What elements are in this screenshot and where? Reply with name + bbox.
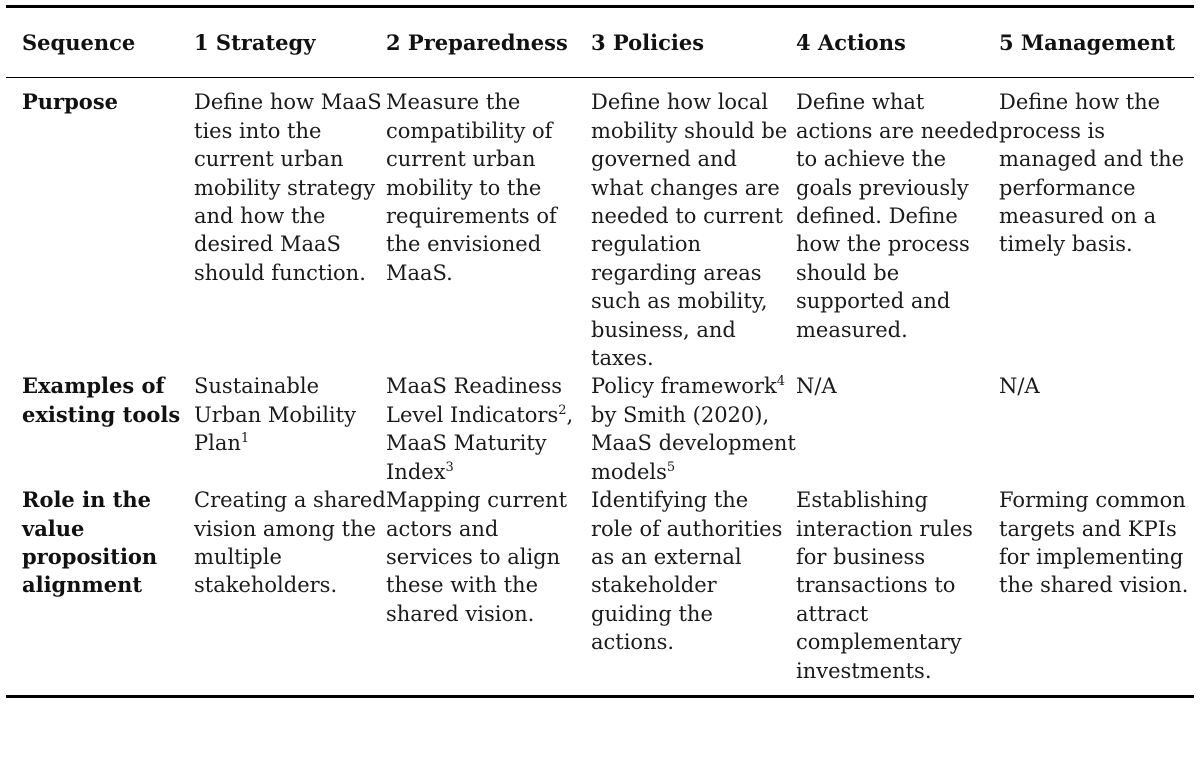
header-policies: 3 Policies	[591, 30, 705, 55]
cell-purpose-policies: Define how local mobility should be governed and what changes are needed to current regulation regarding areas such as mobility, business, and taxes.	[591, 90, 788, 371]
cell-tools-preparedness	[386, 372, 591, 486]
cell-purpose-management: Define how the process is managed and the performance measured on a timely basis.	[999, 90, 1185, 257]
footnote-4: 4	[776, 374, 785, 390]
footnote-3: 3	[445, 459, 454, 475]
row-label-purpose: Purpose	[22, 89, 118, 115]
tool-policy-framework: Policy framework	[591, 374, 777, 399]
cell-purpose-actions: Define what actions are needed to achieve the goals previously defined. Define how the process should be supported and measured.	[796, 90, 999, 342]
header-sequence: Sequence	[22, 30, 136, 55]
table-body	[6, 78, 1194, 695]
tool-maturity: , MaaS Maturity Index	[386, 402, 574, 484]
cell-role-policies: Identifying the role of authorities as an external stakeholder guiding the actions.	[591, 488, 783, 655]
cell-role-management: Forming common targets and KPIs for implementing the shared vision.	[999, 488, 1189, 598]
table-header	[6, 8, 1194, 78]
cell-role-strategy: Creating a shared vision among the multiple stakeholders.	[194, 488, 386, 598]
cell-role-preparedness: Mapping current actors and services to align these with the shared vision.	[386, 488, 568, 626]
table-row	[6, 78, 1194, 372]
cell-tools-policies	[591, 372, 796, 486]
tool-sump: Sustainable Urban Mobility Plan	[194, 374, 356, 456]
maas-sequence-table	[6, 5, 1194, 698]
header-management: 5 Management	[999, 30, 1176, 55]
cell-purpose-preparedness: Measure the compatibility of current urban mobility to the requirements of the envisioned MaaS.	[386, 90, 557, 285]
table	[6, 8, 1194, 695]
cell-tools-strategy	[194, 372, 386, 486]
tool-development-models: by Smith (2020), MaaS development models	[591, 402, 796, 484]
cell-role-actions: Establishing interaction rules for business transactions to attract complementary investments.	[796, 488, 973, 683]
footnote-5: 5	[666, 459, 676, 475]
table-row	[6, 372, 1194, 486]
footnote-1: 1	[240, 431, 250, 447]
header-actions: 4 Actions	[796, 30, 906, 55]
cell-purpose-strategy: Define how MaaS ties into the current urban mobility strategy and how the desired MaaS should function.	[194, 90, 382, 285]
row-label-role: Role in the value proposition alignment	[22, 487, 158, 598]
table-row	[6, 486, 1194, 695]
cell-tools-management: N/A	[999, 374, 1040, 399]
table-bottom-rule	[6, 695, 1194, 698]
footnote-2: 2	[558, 402, 567, 418]
cell-tools-actions: N/A	[796, 374, 837, 399]
header-strategy: 1 Strategy	[194, 30, 316, 55]
row-label-tools: Examples of existing tools	[22, 373, 181, 427]
tool-readiness: MaaS Readiness Level Indicators	[386, 374, 563, 427]
header-preparedness: 2 Preparedness	[386, 30, 568, 55]
